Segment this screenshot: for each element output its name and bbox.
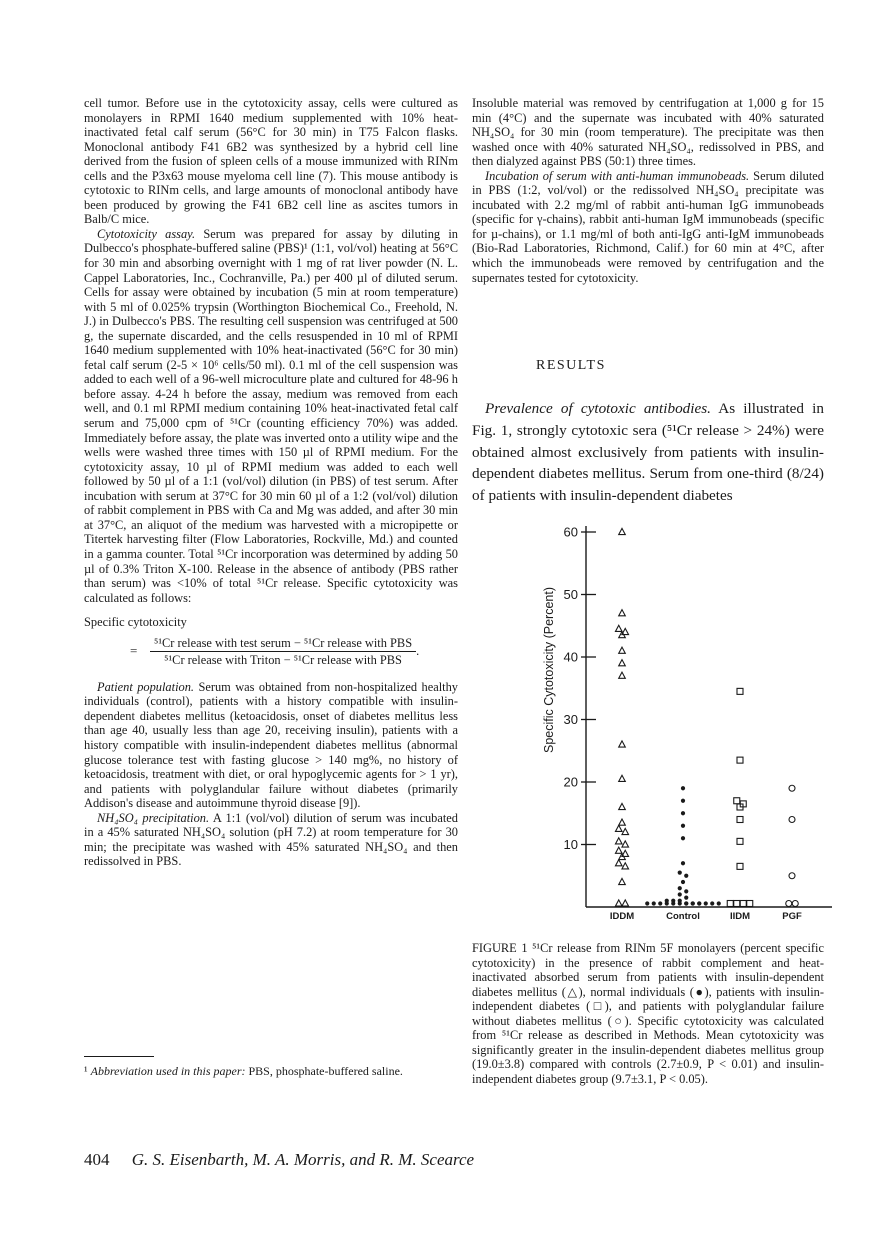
control-point — [684, 874, 688, 878]
category-label: IIDM — [729, 911, 751, 922]
paragraph-prevalence — [472, 398, 824, 507]
text-prevalence: As illustrated in Fig. 1, strongly cytotoxic sera (⁵¹Cr release > 24%) were obtained almost exclusively from patients with insulin-dependent diabetes mellitus. Serum from one-third (8/24) of patients with insulin-dependent diabetes — [472, 400, 824, 505]
control-point — [678, 871, 682, 875]
control-point — [681, 799, 685, 803]
y-tick-label: 20 — [563, 774, 578, 790]
specific-cytotoxicity-formula — [84, 615, 458, 668]
control-point — [717, 901, 721, 905]
text-patient-population: Serum was obtained from non-hospitalized healthy individuals (control), patients with a history compatible with insulin-dependent diabetes mellitus (ketoacidosis, onset of diabetes mellitus less than age 40, usually less than age 20, receiving insulin), patients with a history compatible with insulin-independent diabetes mellitus (abnormal glucose tolerance test with fasting glucose > 140 mg%, no history of ketoacidosis, treatment with diet, or oral hypoglycemic agents for > 1 yr), and patients with polyglandular failure without diabetes (primarily Addison's disease and autoimmune thyroid disease [9]). — [84, 679, 458, 811]
text-cytotoxicity-assay: Serum was prepared for assay by diluting in Dulbecco's phosphate-buffered saline (PBS)¹ (1:1, vol/vol) heating at 56°C for 30 min and absorbing overnight with 1 mg of rat liver powder (N. L. Cappel Laboratories, Inc., Cochranville, Pa.) per 400 µl of diluted serum. Cells for assay were obtained by incubation (5 min at room temperature) with 5 ml of 0.025% trypsin (Worthington Biochemical Co., Freehold, N. J.) in Dulbecco's PBS. The resulting cell suspension was centrifuged at 500 g, the supernate discarded, and the cells resuspended in 10 ml of RPMI 1640 medium supplemented with 10% heat-inactivated (56°C for 30 min) fetal calf serum (2-5 × 10⁶ cells/50 ml). 0.1 ml of the cell suspension was added to each well of a 96-well microculture plate and cultured for 48-96 h before assay. 4-24 h before the assay, medium was removed from each well, and 0.1 ml RPMI medium containing 10% heat-inactivated fetal calf serum and 75,000 cpm of ⁵¹Cr (counting efficiency 70%) was added. Immediately before assay, the plate was inverted onto a utility wipe and the wells were washed three times with 150 µl of RPMI medium. For the cytotoxicity assay, 10 µl of RPMI medium was added to each well followed by 50 µl of a 1:1 (vol/vol) dilution (in PBS) of test serum. After incubation with serum at 37°C for 30 min 60 µl of a 1:2 (vol/vol) dilution of rabbit complement in PBS with Ca and Mg was added, and after 30 min at 37°C, an aliquot of the medium was harvested with a micropipette or Titertek harvesting filter (Flow Laboratories, Rockville, Md.) and counted in a gamma counter. Total ⁵¹Cr incorporation was determined by adding 50 µl of 0.3% Triton X-100. Release in the absence of antibody (PBS rather than serum) was <10% of total ⁵¹Cr release. Specific cytotoxicity was calculated as follows: — [84, 226, 458, 605]
subheading-cytotoxicity-assay: Cytotoxicity assay. — [97, 226, 196, 241]
iddm-point — [615, 838, 622, 844]
iidm-point — [737, 757, 743, 763]
formula-label: Specific cytotoxicity — [84, 615, 187, 630]
formula-fraction — [150, 636, 416, 668]
y-tick-label: 40 — [563, 649, 578, 665]
iddm-point — [615, 847, 622, 853]
category-label: Control — [666, 911, 700, 922]
paragraph-nh4so4-precipitation — [84, 811, 458, 869]
formula-equals: = — [130, 643, 138, 659]
section-heading-results: RESULTS — [536, 358, 606, 373]
chart-axes — [586, 526, 832, 907]
paragraph-patient-population — [84, 680, 458, 811]
subheading-nh4so4-precipitation: NH₄SO₄ precipitation. — [97, 810, 210, 825]
control-point — [704, 901, 708, 905]
iddm-point — [615, 900, 622, 906]
iddm-point — [619, 660, 626, 666]
results-body — [472, 398, 824, 507]
y-tick-label: 30 — [563, 712, 578, 727]
right-column — [472, 96, 824, 285]
iidm-point — [727, 901, 733, 907]
control-point — [678, 886, 682, 890]
pgf-point — [792, 901, 798, 907]
subheading-patient-population: Patient population. — [97, 679, 195, 694]
chart-ticks — [564, 525, 596, 853]
paragraph-cell-culture: cell tumor. Before use in the cytotoxicity assay, cells were cultured as monolayers in RPMI 1640 medium supplemented with 10% heat-inactivated fetal calf serum (56°C for 30 min) in T75 Falcon flasks. Monoclonal antibody F41 6B2 was synthesized by a hybrid cell line derived from the fusion of spleen cells of a mouse immunized with RINm cells and the P3x63 mouse myeloma cell line (7). This mouse antibody is cytotoxic to RINm cells, and large amounts of monoclonal antibody have been produced by growing the F41 6B2 cell line as ascites tumors in Balb/C mice. — [84, 96, 458, 227]
control-point — [710, 901, 714, 905]
control-point — [681, 861, 685, 865]
iidm-point — [737, 863, 743, 869]
paragraph-cytotoxicity-assay — [84, 227, 458, 605]
subheading-prevalence: Prevalence of cytotoxic antibodies. — [485, 400, 711, 417]
formula-period: . — [416, 644, 420, 659]
iddm-point — [622, 900, 629, 906]
category-label: PGF — [782, 911, 802, 922]
chart-y-axis-label: Specific Cytotoxicity (Percent) — [542, 586, 556, 754]
footnote-divider — [84, 1056, 154, 1057]
control-point — [671, 901, 675, 905]
footnote-title: Abbreviation used in this paper: — [90, 1064, 246, 1078]
control-point — [684, 889, 688, 893]
figure-label: FIGURE 1 — [472, 941, 528, 955]
iddm-point — [615, 860, 622, 866]
iddm-point — [619, 819, 626, 825]
control-point — [681, 811, 685, 815]
control-point — [678, 901, 682, 905]
iddm-point — [619, 803, 626, 809]
control-point — [681, 786, 685, 790]
iddm-point — [615, 825, 622, 831]
control-point — [681, 824, 685, 828]
y-tick-label: 10 — [563, 837, 578, 852]
control-point — [691, 901, 695, 905]
left-column — [84, 96, 458, 869]
footer-authors: G. S. Eisenbarth, M. A. Morris, and R. M. Scearce — [131, 1150, 475, 1169]
subheading-immunobeads: Incubation of serum with anti-human immunobeads. — [485, 168, 750, 183]
iddm-point — [622, 828, 629, 834]
chart-points — [615, 528, 798, 906]
iidm-point — [737, 688, 743, 694]
control-point — [681, 880, 685, 884]
iddm-point — [619, 528, 626, 534]
y-tick-label: 60 — [563, 524, 578, 540]
iidm-point — [747, 901, 753, 907]
formula-row — [130, 636, 458, 668]
footnote — [84, 1064, 458, 1078]
iidm-point — [734, 901, 740, 907]
control-point — [697, 901, 701, 905]
paragraph-precipitate: Insoluble material was removed by centrifugation at 1,000 g for 15 min (4°C) and the supernate was incubated with 40% saturated NH₄SO₄ for 30 min (room temperature). The precipitate was then washed once with 40% saturated NH₄SO₄, redissolved in PBS, and then dialyzed against PBS (50:1) three times. — [472, 96, 824, 169]
iidm-point — [734, 798, 740, 804]
figure-caption — [472, 941, 824, 1086]
scatter-chart — [538, 510, 838, 930]
chart-category-labels — [610, 911, 802, 922]
figure-caption-text: ⁵¹Cr release from RINm 5F monolayers (percent specific cytotoxicity) in the presence of rabbit complement and heat-inactivated absorbed serum from patients with insulin-dependent diabetes mellitus (△), normal individuals (●), patients with insulin-independent diabetes (□), and patients with polyglandular failure without diabetes mellitus (○). Specific cytotoxicity was calculated from ⁵¹Cr release as described in Methods. Mean cytotoxicity was significantly greater in the insulin-dependent diabetes mellitus group (19.0±3.8) compared with controls (2.7±0.9, P < 0.01) and insulin-independent diabetes group (9.7±3.1, P < 0.05). — [472, 941, 824, 1086]
control-point — [645, 901, 649, 905]
text-nh4so4-precipitation: A 1:1 (vol/vol) dilution of serum was incubated in a 45% saturated NH₄SO₄ solution (pH 7.2) at room temperature for 30 min; the precipitate was washed with 45% saturated NH₄SO₄ and then redissolved in PBS. — [84, 810, 458, 869]
iddm-point — [619, 878, 626, 884]
control-point — [678, 892, 682, 896]
iidm-point — [737, 838, 743, 844]
control-point — [652, 901, 656, 905]
formula-denominator: ⁵¹Cr release with Triton − ⁵¹Cr release with PBS — [164, 653, 402, 668]
footnote-body: PBS, phosphate-buffered saline. — [245, 1064, 403, 1078]
control-point — [684, 896, 688, 900]
iidm-point — [737, 817, 743, 823]
category-label: IDDM — [609, 911, 635, 922]
iddm-point — [619, 672, 626, 678]
control-point — [665, 901, 669, 905]
text-immunobeads: Serum diluted in PBS (1:2, vol/vol) or the redissolved NH₄SO₄ precipitate was incubated with 2.2 mg/ml of rabbit anti-human IgG immunobeads (specific for γ-chains), rabbit anti-human IgM immunobeads (specific for µ-chains), or 1.1 mg/ml of both anti-IgG anti-IgM immunobeads (Bio-Rad Laboratories, Richmond, Calif.) for 60 min at 4°C, after which the immunobeads were removed by centrifugation and the supernates tested for cytotoxicity. — [472, 168, 824, 285]
iddm-point — [622, 841, 629, 847]
iddm-point — [619, 610, 626, 616]
iidm-point — [740, 901, 746, 907]
control-point — [681, 836, 685, 840]
iddm-point — [619, 741, 626, 747]
iddm-point — [622, 863, 629, 869]
footnote-marker: ¹ — [84, 1064, 88, 1078]
page-number: 404 — [84, 1150, 110, 1169]
pgf-point — [789, 785, 795, 791]
control-point — [658, 901, 662, 905]
pgf-point — [789, 873, 795, 879]
figure-1 — [538, 510, 838, 930]
iddm-point — [615, 625, 622, 631]
page-footer — [84, 1150, 474, 1170]
pgf-point — [789, 817, 795, 823]
iddm-point — [619, 647, 626, 653]
y-tick-label: 50 — [563, 587, 578, 602]
iddm-point — [619, 775, 626, 781]
paragraph-immunobeads — [472, 169, 824, 285]
control-point — [684, 901, 688, 905]
pgf-point — [786, 901, 792, 907]
formula-numerator: ⁵¹Cr release with test serum − ⁵¹Cr release with PBS — [150, 636, 416, 653]
